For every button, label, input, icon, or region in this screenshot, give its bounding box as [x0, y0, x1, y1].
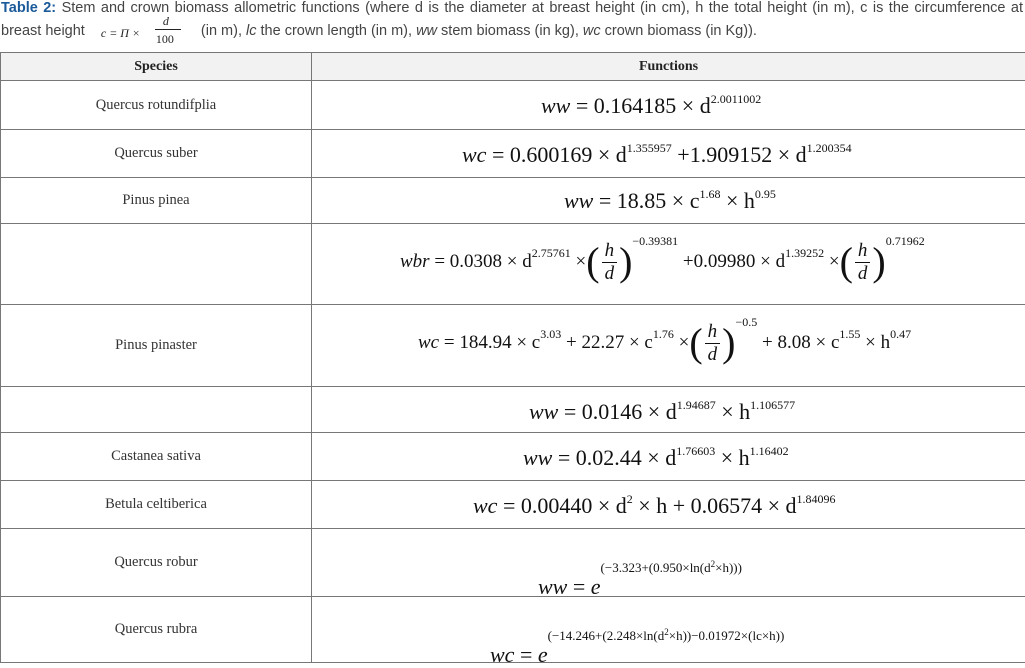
function-formula: ww = $18.85 \times c^{1.68} \times h^{0.95}$: [564, 188, 776, 214]
circumference-formula-lhs: c = Π ×: [101, 25, 140, 42]
table-row: [1, 387, 1025, 433]
header-functions: Functions: [312, 53, 1025, 81]
circumference-formula-denominator: 100: [156, 31, 174, 48]
function-formula: ww = $0.02.44 \times d^{1.76603} \times h^{1.16402}$: [523, 445, 789, 471]
function-cell: [312, 305, 1025, 387]
function-formula: wbr = $0.0308 \times d^{2.75761}$ ×( $\frac{h}{d}$ )$^{-0.39381} +0.09980 \times d^{1.39252}$ ×( $\frac{h}{d}$ )$^{0.71962}$: [400, 238, 925, 285]
function-cell: [312, 387, 1025, 433]
function-formula: wc = $0.00440 \times d^2 \times h + 0.06574 \times d^{1.84096}$: [473, 493, 836, 519]
table-row: [1, 305, 1025, 387]
caption-label: Table 2:: [1, 0, 56, 16]
caption-text-1: Stem and crown biomass allometric functions (where d is the diameter at breast height (in cm), h the total height (in m), c is the circumference at breast height: [1, 0, 1023, 39]
species-cell: Castanea sativa: [1, 433, 312, 481]
table-header-row: [1, 53, 1025, 81]
function-cell: [312, 433, 1025, 481]
species-cell: Quercus suber: [1, 130, 312, 178]
function-formula: ww = $e^{(-3.323+(0.950\times ln(d^2\times h)))}$: [538, 559, 742, 600]
function-formula: wc = $0.600169 \times d^{1.355957} +1.909152 \times d^{1.200354}$: [462, 142, 852, 168]
table-row: [1, 81, 1025, 130]
function-cell: [312, 178, 1025, 224]
function-cell: [312, 597, 1025, 663]
caption-text-3: the crown length (in m),: [257, 23, 417, 39]
function-formula: wc = $184.94 \times c^{3.03} + 22.27 \times c^{1.76}$ ×( $\frac{h}{d}$ )$^{-0.5} + 8.08 \times c^{1.55} \times h^{0.47}$: [418, 319, 911, 366]
species-cell: Quercus rubra: [1, 597, 312, 663]
species-cell: [1, 387, 312, 433]
function-cell: [312, 130, 1025, 178]
table-row: [1, 529, 1025, 597]
table-row: [1, 224, 1025, 305]
function-cell: [312, 529, 1025, 597]
function-formula: wc = $e^{(-14.246+(2.248\times ln(d^2\times h))-0.01972\times(lc\times h))}$: [490, 627, 784, 668]
caption-text-4: stem biomass (in kg),: [437, 23, 583, 39]
table-caption: [1, 0, 1023, 47]
caption-text-5: crown biomass (in Kg)).: [601, 23, 757, 39]
table-row: [1, 597, 1025, 663]
caption-lc: lc: [246, 23, 256, 39]
function-cell: [312, 224, 1025, 305]
biomass-functions-table: [0, 52, 1025, 663]
caption-wc: wc: [583, 23, 601, 39]
table-row: [1, 130, 1025, 178]
table-row: [1, 481, 1025, 529]
circumference-formula-numerator: d: [163, 13, 169, 30]
species-cell: Quercus robur: [1, 529, 312, 597]
header-species: Species: [1, 53, 312, 81]
function-formula: ww = $0.164185 \times d^{2.0011002}$: [541, 93, 761, 119]
species-cell: [1, 224, 312, 305]
species-cell: Pinus pinea: [1, 178, 312, 224]
caption-ww: ww: [416, 23, 437, 39]
circumference-formula: [89, 17, 197, 47]
species-cell: Quercus rotundifplia: [1, 81, 312, 130]
caption-text-2: (in m),: [197, 23, 246, 39]
table-row: [1, 178, 1025, 224]
table-row: [1, 433, 1025, 481]
function-cell: [312, 81, 1025, 130]
species-cell: Betula celtiberica: [1, 481, 312, 529]
species-cell: Pinus pinaster: [1, 305, 312, 387]
function-formula: ww = $0.0146 \times d^{1.94687} \times h^{1.106577}$: [529, 399, 795, 425]
function-cell: [312, 481, 1025, 529]
